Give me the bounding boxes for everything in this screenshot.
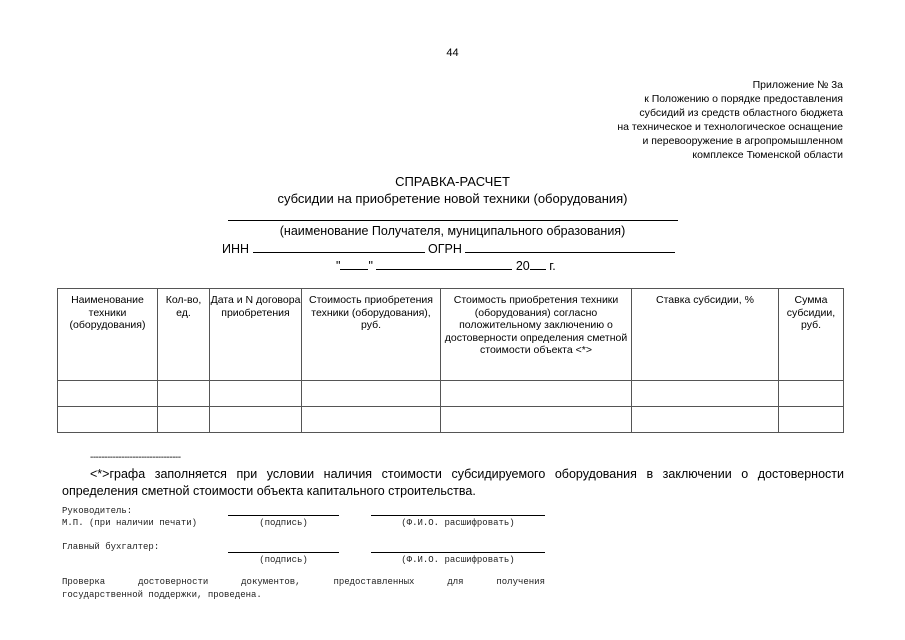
subsidy-table <box>57 288 844 433</box>
quote-close: " <box>368 259 373 273</box>
verification-word: документов, <box>241 577 301 587</box>
stamp-label: М.П. (при наличии печати) <box>62 518 198 528</box>
table-row <box>58 381 844 407</box>
year-suffix: г. <box>549 259 556 273</box>
head-signature-line <box>228 515 339 516</box>
table-cell[interactable] <box>779 407 844 433</box>
table-cell[interactable] <box>632 407 779 433</box>
recipient-caption: (наименование Получателя, муниципального образования) <box>279 224 626 238</box>
year-field <box>530 257 546 270</box>
quote-open: " <box>336 259 341 273</box>
ids-line <box>222 240 675 256</box>
table-row <box>58 407 844 433</box>
appendix-line: и перевооружение в агропромышленном <box>642 135 843 147</box>
year-prefix: 20 <box>515 259 530 273</box>
appendix-line: Приложение № 3а <box>752 79 843 91</box>
head-name-line <box>371 515 545 516</box>
table-cell[interactable] <box>58 407 158 433</box>
verification-line-1 <box>62 577 545 587</box>
table-cell[interactable] <box>158 407 210 433</box>
accountant-label: Главный бухгалтер: <box>62 542 160 552</box>
table-cell[interactable] <box>632 381 779 407</box>
table-cell[interactable] <box>58 381 158 407</box>
col-amount: Сумма субсидии, руб. <box>779 289 844 381</box>
table-cell[interactable] <box>441 407 632 433</box>
document-title: СПРАВКА-РАСЧЕТ <box>395 174 510 189</box>
table-cell[interactable] <box>302 407 441 433</box>
recipient-name-field <box>228 220 678 221</box>
accountant-signature-caption: (подпись) <box>259 555 308 565</box>
date-line <box>336 257 556 273</box>
accountant-name-caption: (Ф.И.О. расшифровать) <box>401 555 515 565</box>
col-rate: Ставка субсидии, % <box>632 289 779 381</box>
day-field <box>340 257 368 270</box>
head-signature-caption: (подпись) <box>259 518 308 528</box>
col-equipment-name: Наименование техники (оборудования) <box>58 289 158 381</box>
appendix-line: субсидий из средств областного бюджета <box>639 107 843 119</box>
head-label: Руководитель: <box>62 506 133 516</box>
col-cost-per-estimate: Стоимость приобретения техники (оборудования) согласно положительному заключению о достоверности определения сметной стоимости объекта <*> <box>441 289 632 381</box>
table-cell[interactable] <box>441 381 632 407</box>
table-cell[interactable] <box>302 381 441 407</box>
accountant-signature-line <box>228 552 339 553</box>
col-cost: Стоимость приобретения техники (оборудования), руб. <box>302 289 441 381</box>
appendix-line: на техническое и технологическое оснащение <box>617 121 843 133</box>
verification-word: предоставленных <box>333 577 415 587</box>
appendix-line: комплексе Тюменской области <box>692 149 843 161</box>
verification-line-2: государственной поддержки, проведена. <box>62 590 262 600</box>
table-cell[interactable] <box>210 381 302 407</box>
ogrn-field <box>465 240 675 253</box>
accountant-name-line <box>371 552 545 553</box>
verification-word: достоверности <box>138 577 209 587</box>
inn-label: ИНН <box>222 242 250 256</box>
table-header-row <box>58 289 844 381</box>
document-subtitle: субсидии на приобретение новой техники (оборудования) <box>277 191 628 206</box>
month-field <box>376 257 512 270</box>
verification-word: Проверка <box>62 577 106 587</box>
head-name-caption: (Ф.И.О. расшифровать) <box>401 518 515 528</box>
ogrn-label: ОГРН <box>428 242 462 256</box>
inn-field <box>253 240 425 253</box>
table-cell[interactable] <box>158 381 210 407</box>
appendix-note <box>483 78 843 162</box>
table-cell[interactable] <box>210 407 302 433</box>
footnote: <*>графа заполняется при условии наличия стоимости субсидируемого оборудования в заключении о достоверности определения сметной стоимости объекта капитального строительства. <box>62 467 844 498</box>
appendix-line: к Положению о порядке предоставления <box>644 93 843 105</box>
table-cell[interactable] <box>779 381 844 407</box>
page-number: 44 <box>446 47 459 59</box>
verification-word: получения <box>496 577 545 587</box>
footnote-separator: -------------------------------- <box>90 452 181 463</box>
col-quantity: Кол-во, ед. <box>158 289 210 381</box>
verification-word: для <box>447 577 464 587</box>
col-contract: Дата и N договора приобретения <box>210 289 302 381</box>
